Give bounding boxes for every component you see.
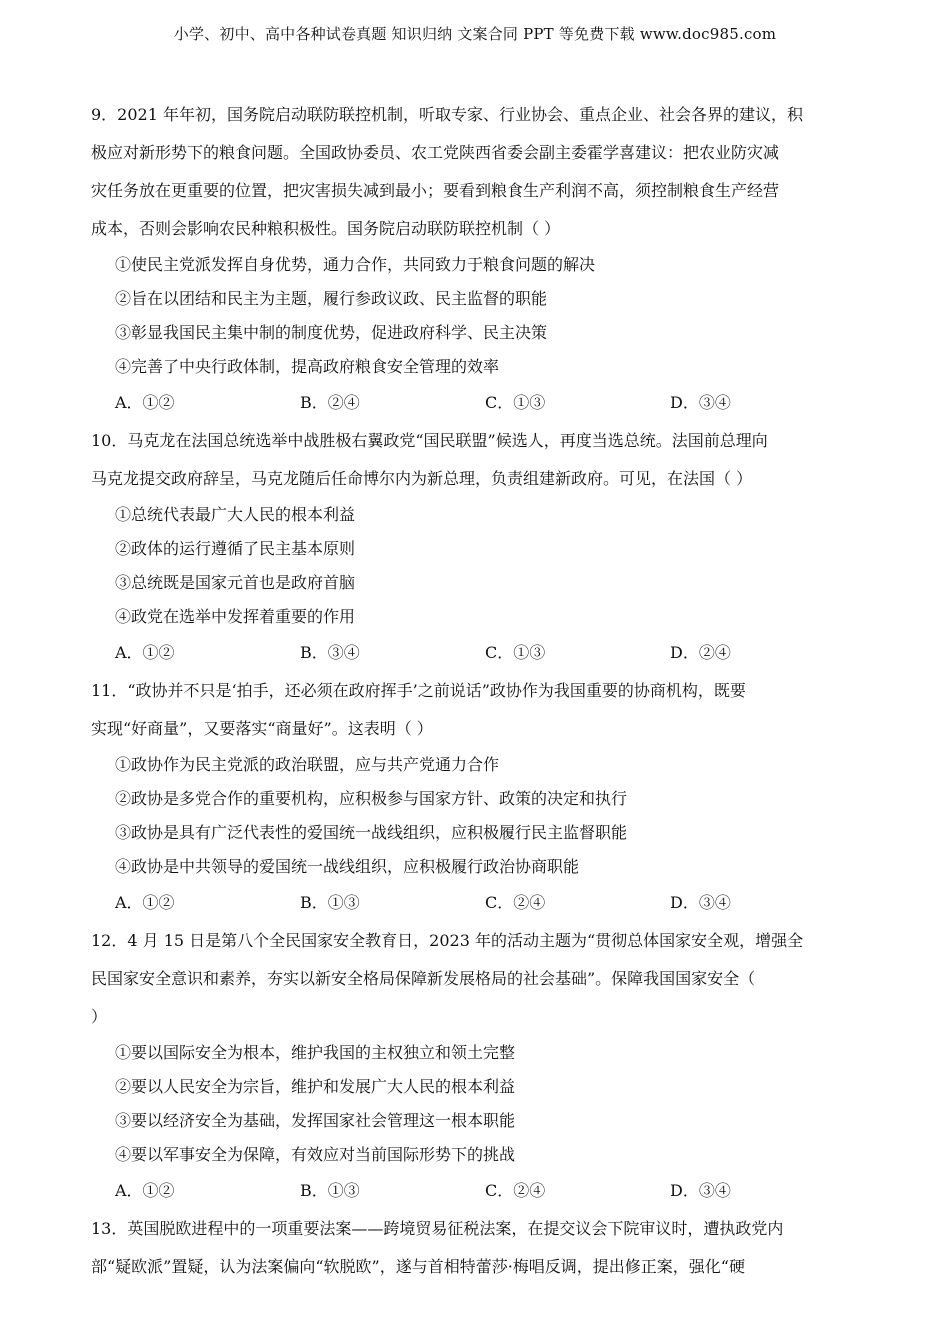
answer-choices [115, 1172, 861, 1210]
statement-option: ①使民主党派发挥自身优势，通力合作，共同致力于粮食问题的解决 [115, 255, 596, 274]
question-stem-line: 部“疑欧派”置疑，认为法案偏向“软脱欧”，遂与首相特蕾莎·梅唱反调，提出修正案，强化“硬 [91, 1257, 745, 1276]
page-header: 小学、初中、高中各种试卷真题 知识归纳 文案合同 PPT 等免费下载 www.doc985.com [173, 25, 777, 43]
question-stem-line: 13．英国脱欧进程中的一项重要法案——跨境贸易征税法案，在提交议会下院审议时，遭执政党内 [91, 1219, 784, 1238]
question-stem-line: 马克龙提交政府辞呈，马克龙随后任命博尔内为新总理，负责组建新政府。可见，在法国（ ） [91, 469, 753, 488]
statement-option: ②要以人民安全为宗旨，维护和发展广大人民的根本利益 [115, 1077, 516, 1096]
question-stem-line: 12．4 月 15 日是第八个全民国家安全教育日，2023 年的活动主题为“贯彻总体国家安全观，增强全 [91, 931, 804, 950]
choice-b: B．①③ [300, 1181, 360, 1200]
choice-d: D．③④ [670, 393, 731, 412]
statement-option: ④政党在选举中发挥着重要的作用 [115, 607, 356, 626]
choice-c: C．①③ [485, 643, 546, 662]
question-stem-line: 灾任务放在更重要的位置，把灾害损失减到最小；要看到粮食生产利润不高，须控制粮食生产经营 [91, 181, 780, 200]
question-9 [91, 96, 861, 422]
statement-option: ③总统既是国家元首也是政府首脑 [115, 573, 356, 592]
statement-option: ②旨在以团结和民主为主题，履行参政议政、民主监督的职能 [115, 289, 548, 308]
choice-c: C．②④ [485, 1181, 546, 1200]
statement-option: ③彰显我国民主集中制的制度优势，促进政府科学、民主决策 [115, 323, 548, 342]
choice-d: D．③④ [670, 893, 731, 912]
choice-a: A．①② [115, 893, 175, 912]
choice-b: B．①③ [300, 893, 360, 912]
choice-c: C．①③ [485, 393, 546, 412]
statement-option: ①政协作为民主党派的政治联盟，应与共产党通力合作 [115, 755, 500, 774]
statement-option: ③政协是具有广泛代表性的爱国统一战线组织，应积极履行民主监督职能 [115, 823, 628, 842]
choice-b: B．②④ [300, 393, 360, 412]
question-13 [91, 1210, 861, 1286]
answer-choices [115, 634, 861, 672]
statement-option: ①要以国际安全为根本，维护我国的主权独立和领土完整 [115, 1043, 516, 1062]
question-11 [91, 672, 861, 922]
choice-d: D．③④ [670, 1181, 731, 1200]
statement-option: ③要以经济安全为基础，发挥国家社会管理这一根本职能 [115, 1111, 516, 1130]
choice-a: A．①② [115, 393, 175, 412]
choice-c: C．②④ [485, 893, 546, 912]
choice-a: A．①② [115, 643, 175, 662]
choice-b: B．③④ [300, 643, 360, 662]
question-stem-line: 成本，否则会影响农民种粮积极性。国务院启动联防联控机制（ ） [91, 219, 561, 238]
statement-option: ②政协是多党合作的重要机构，应积极参与国家方针、政策的决定和执行 [115, 789, 628, 808]
answer-choices [115, 884, 861, 922]
choice-d: D．②④ [670, 643, 731, 662]
question-stem-line: 民国家安全意识和素养，夯实以新安全格局保障新发展格局的社会基础”。保障我国国家安全（ [91, 969, 756, 988]
question-stem-line: 实现“好商量”，又要落实“商量好”。这表明（ ） [91, 719, 433, 738]
question-12 [91, 922, 861, 1210]
answer-choices [115, 384, 861, 422]
statement-option: ④完善了中央行政体制，提高政府粮食安全管理的效率 [115, 357, 500, 376]
statement-option: ①总统代表最广大人民的根本利益 [115, 505, 356, 524]
question-10 [91, 422, 861, 672]
question-stem-line: 11．“政协并不只是‘拍手，还必须在政府挥手’之前说话”政协作为我国重要的协商机构，既要 [91, 681, 746, 700]
question-list [91, 96, 861, 1286]
question-stem-line: 9．2021 年年初，国务院启动联防联控机制，听取专家、行业协会、重点企业、社会各界的建议，积 [91, 105, 803, 124]
question-stem-line: ） [91, 1007, 108, 1026]
statement-option: ④要以军事安全为保障，有效应对当前国际形势下的挑战 [115, 1145, 516, 1164]
question-stem-line: 10．马克龙在法国总统选举中战胜极右翼政党“国民联盟”候选人，再度当选总统。法国前总理向 [91, 431, 768, 450]
statement-option: ②政体的运行遵循了民主基本原则 [115, 539, 356, 558]
statement-option: ④政协是中共领导的爱国统一战线组织，应积极履行政治协商职能 [115, 857, 580, 876]
choice-a: A．①② [115, 1181, 175, 1200]
question-stem-line: 极应对新形势下的粮食问题。全国政协委员、农工党陕西省委会副主委霍学喜建议：把农业防灾减 [91, 143, 780, 162]
